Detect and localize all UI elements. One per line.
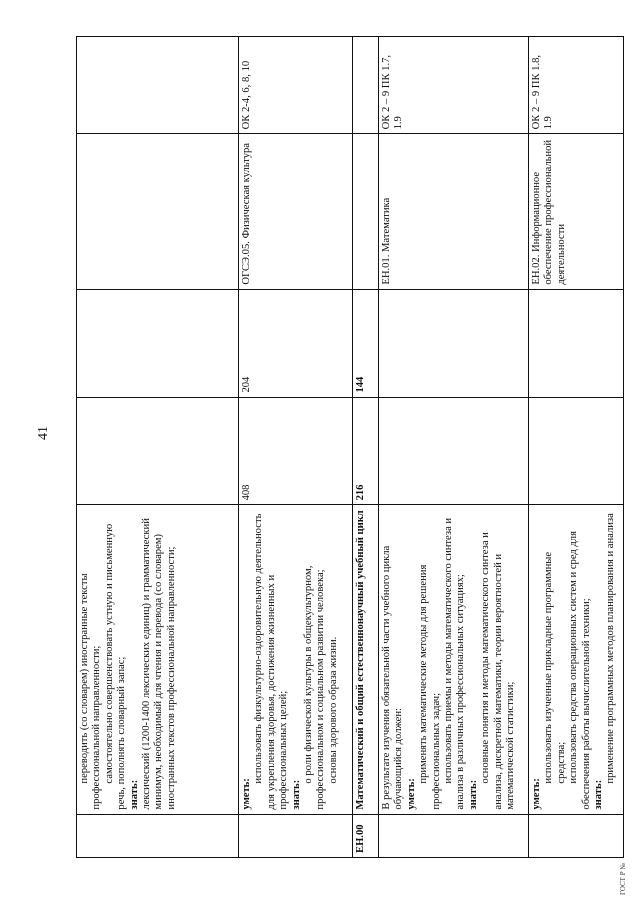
content-line: самостоятельно совершенствовать устную и письменную	[103, 523, 115, 784]
content-line: речь, пополнять словарный запас;	[116, 656, 128, 810]
row-content-cell	[239, 505, 353, 814]
required-load-cell	[529, 289, 624, 397]
content-line: уметь:	[531, 778, 542, 810]
content-line: для укрепления здоровья, достижения жизненных и	[265, 574, 277, 810]
content-line: минимум, необходимый для чтения и перевода (со словарем)	[153, 533, 165, 810]
max-load-cell: 408	[239, 397, 353, 505]
content-line: анализа в различных профессиональных ситуациях;	[455, 574, 467, 810]
required-load-cell: 144	[353, 289, 379, 397]
table-row	[529, 37, 624, 858]
content-line: уметь:	[241, 778, 252, 810]
table-row	[77, 37, 239, 858]
discipline-cell	[353, 134, 379, 289]
content-line: Математический и общий естественнонаучный учебный цикл	[355, 510, 366, 810]
page-number: 41	[36, 426, 51, 440]
content-line: использовать изученные прикладные программные средства;	[543, 551, 567, 784]
content-line: использовать приемы и методы математического синтеза и	[443, 517, 455, 784]
content-line: знать:	[128, 779, 140, 810]
content-line: о роли физической культуры в общекультурном,	[303, 565, 315, 784]
content-line: использовать физкультурно-оздоровительную деятельность	[253, 513, 265, 784]
content-line: иностранных текстов профессиональной направленности;	[165, 546, 177, 810]
table-body	[77, 37, 624, 858]
row-content-cell	[77, 505, 239, 814]
table-row	[379, 37, 529, 858]
required-load-cell: 204	[239, 289, 353, 397]
required-load-cell	[77, 289, 239, 397]
max-load-cell	[77, 397, 239, 505]
content-line: профессиональном и социальном развитии человека;	[315, 569, 327, 810]
row-content-cell	[379, 505, 529, 814]
row-code-cell	[529, 814, 624, 857]
row-code-cell	[77, 814, 239, 857]
content-line: обучающийся должен:	[393, 708, 405, 810]
content-line: знать:	[593, 779, 605, 810]
content-line: применение программных методов планирования и анализа	[605, 513, 617, 784]
content-line: лексический (1200-1400 лексических единиц) и грамматический	[141, 518, 153, 810]
competencies-cell: ОК 2 – 9 ПК 1.7, 1.9	[379, 37, 529, 134]
competencies-cell: ОК 2 – 9 ПК 1.8, 1.9	[529, 37, 624, 134]
content-line: уметь:	[405, 778, 417, 810]
row-code-cell	[239, 814, 353, 857]
curriculum-table	[76, 36, 624, 858]
max-load-cell	[379, 397, 529, 505]
row-content-cell	[353, 505, 379, 814]
content-line: знать:	[290, 779, 302, 810]
content-line: профессиональных целей;	[278, 690, 290, 810]
content-line: профессиональных задач;	[430, 692, 442, 810]
row-code-cell: ЕН.00	[353, 814, 379, 857]
row-content-cell	[529, 505, 624, 814]
content-line: математической статистики;	[505, 681, 517, 810]
table-row	[239, 37, 353, 858]
competencies-cell: ОК 2-4, 6, 8, 10	[239, 37, 353, 134]
discipline-cell: ОГСЭ.05. Физическая культура	[239, 134, 353, 289]
competencies-cell	[77, 37, 239, 134]
content-line: основы здорового образа жизни.	[327, 636, 339, 784]
content-line: использовать средства операционных систем и сред для	[568, 531, 580, 784]
row-code-cell	[379, 814, 529, 857]
max-load-cell: 216	[353, 397, 379, 505]
discipline-cell: ЕН.02. Информационное обеспечение профессиональной деятельности	[529, 134, 624, 289]
content-line: переводить (со словарем) иностранные тексты	[79, 573, 90, 784]
content-line: основные понятия и методы математического синтеза и	[480, 532, 492, 784]
required-load-cell	[379, 289, 529, 397]
content-line: применять математические методы для решения	[418, 564, 430, 784]
content-line: обеспечения работы вычислительной техники;	[580, 598, 592, 810]
max-load-cell	[529, 397, 624, 505]
rotated-table-container	[76, 36, 623, 858]
footnote: ГОСТ Р №	[619, 862, 627, 895]
table-row	[353, 37, 379, 858]
discipline-cell: ЕН.01. Математика	[379, 134, 529, 289]
discipline-cell	[77, 134, 239, 289]
content-line: знать:	[467, 779, 479, 810]
content-line: профессиональной направленности;	[91, 645, 103, 810]
content-line: В результате изучения обязательной части учебного цикла	[381, 545, 392, 810]
content-line: анализа, дискретной математики, теории вероятностей и	[492, 553, 504, 810]
competencies-cell	[353, 37, 379, 134]
